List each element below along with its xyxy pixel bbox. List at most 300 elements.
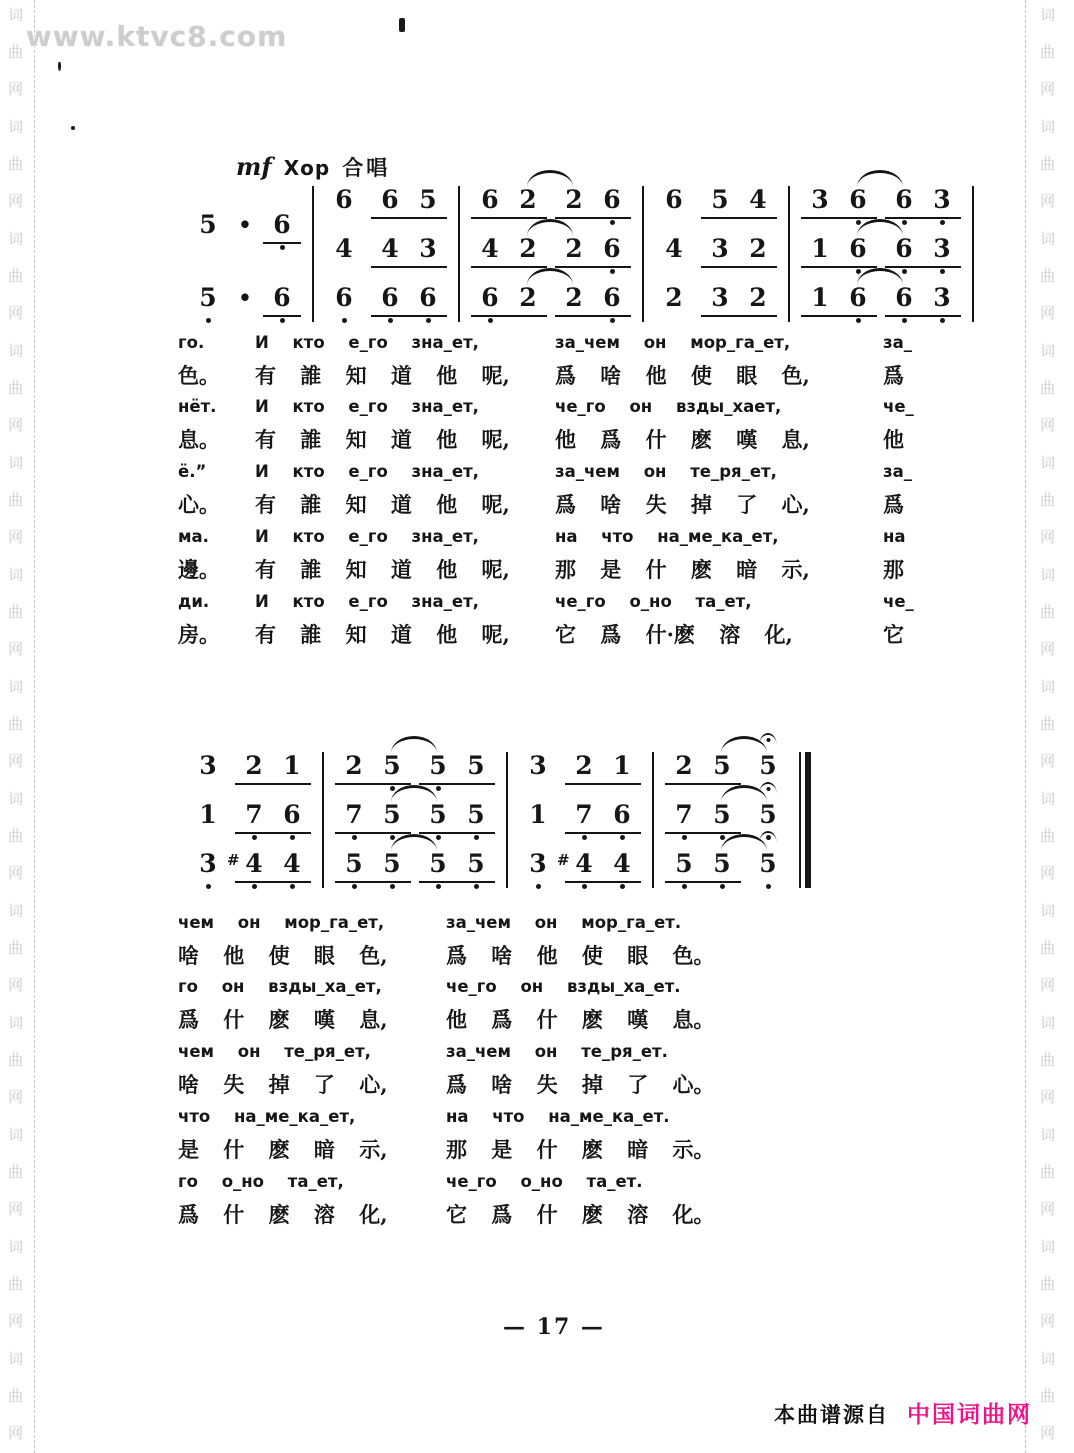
- side-watermark-char: 词: [8, 1350, 24, 1368]
- lyric-segment: че_го о_но та_ет,: [555, 591, 752, 611]
- note: [665, 801, 703, 828]
- measure: [795, 186, 967, 333]
- note-digit: 5: [759, 800, 777, 829]
- note: [189, 801, 227, 828]
- note-digit: 4: [749, 185, 767, 214]
- side-watermark-char: 词: [1040, 566, 1056, 584]
- lyric-segment: И кто е_го зна_ет,: [255, 332, 479, 352]
- low-octave-dot: [582, 884, 587, 889]
- side-watermark-char: 曲: [1040, 267, 1056, 285]
- voice-row-1: [187, 211, 303, 260]
- chorus-label-chinese: 合唱: [342, 155, 391, 180]
- beam-group: [227, 849, 311, 883]
- lyric-segment: чем он мор_га_ет,: [178, 912, 385, 932]
- note-digit: 6: [335, 283, 353, 312]
- measure: [649, 186, 783, 333]
- note-digit: 6: [665, 185, 683, 214]
- lyric-segment: 他 爲 什 麽 嘆 息,: [555, 427, 810, 453]
- lyric-segment: 爲: [883, 362, 904, 388]
- note: [557, 849, 603, 878]
- note-digit: 5: [429, 751, 447, 780]
- low-octave-dot: [436, 835, 441, 840]
- side-watermark-char: 词: [1040, 678, 1056, 696]
- side-watermark-char: 词: [8, 1014, 24, 1032]
- lyric-row-ru: [178, 520, 923, 552]
- note: [227, 849, 273, 878]
- side-watermark-char: 曲: [8, 491, 24, 509]
- note: [749, 752, 787, 779]
- lyric-row-zh: [178, 488, 923, 520]
- note-digit: 6: [273, 210, 291, 239]
- low-octave-dot: [474, 884, 479, 889]
- note: [739, 284, 777, 311]
- note: [555, 235, 593, 262]
- note: [189, 284, 227, 311]
- lyric-segment: ди.: [178, 591, 210, 611]
- beam-group: [419, 752, 495, 785]
- low-octave-dot: [856, 269, 861, 274]
- lyric-row-ru: [178, 971, 748, 1003]
- side-watermark-char: 曲: [8, 1275, 24, 1293]
- note: [189, 850, 227, 877]
- note: [593, 186, 631, 213]
- lyric-segment: 色。: [178, 362, 220, 388]
- note: [923, 284, 961, 311]
- side-watermark-char: 网: [8, 1312, 24, 1330]
- beam-group: [371, 284, 447, 317]
- note-digit: 5: [429, 800, 447, 829]
- note-digit: •: [238, 212, 252, 237]
- note: [335, 850, 373, 877]
- side-watermark-char: 曲: [1040, 1387, 1056, 1405]
- side-watermark-char: 曲: [8, 827, 24, 845]
- side-watermark-char: 网: [8, 640, 24, 658]
- side-watermark-char: 词: [1040, 230, 1056, 248]
- note: [273, 801, 311, 828]
- measure: [465, 186, 637, 333]
- voice-row-3: [187, 850, 313, 899]
- side-watermark-char: 网: [8, 1424, 24, 1442]
- note: [801, 284, 839, 311]
- note-digit: 6: [283, 800, 301, 829]
- measure: [659, 752, 793, 899]
- side-watermark-char: 曲: [1040, 603, 1056, 621]
- beam-group: [665, 850, 741, 883]
- note-digit: 5: [199, 210, 217, 239]
- note-digit: 6: [603, 283, 621, 312]
- low-octave-dot: [252, 884, 257, 889]
- side-watermark-char: 网: [8, 528, 24, 546]
- note-digit: 6: [381, 185, 399, 214]
- lyric-segment: на что на_ме_ка_ет.: [446, 1107, 670, 1127]
- lyric-row-zh: [178, 358, 923, 390]
- note: [593, 284, 631, 311]
- note-digit: 4: [245, 849, 263, 878]
- low-octave-dot: [426, 318, 431, 323]
- side-watermark-char: 网: [8, 416, 24, 434]
- note: [409, 186, 447, 213]
- lyric-segment: 它 爲 什 麽 溶 化。: [446, 1201, 715, 1227]
- low-octave-dot: [436, 884, 441, 889]
- note: [701, 284, 739, 311]
- lyric-segment: 有 誰 知 道 他 呢,: [255, 427, 510, 453]
- augmentation-dot: [235, 284, 255, 311]
- note-digit: 5: [713, 800, 731, 829]
- beam-group: [801, 235, 877, 268]
- side-watermark-char: 曲: [8, 715, 24, 733]
- lyric-segment: 息。: [178, 427, 220, 453]
- beam-group: [235, 752, 311, 785]
- note: [325, 186, 363, 213]
- note: [273, 752, 311, 779]
- lyric-row-ru: [178, 326, 923, 358]
- lyric-segment: го.: [178, 332, 205, 352]
- note-digit: 1: [811, 234, 829, 263]
- lyric-row-zh: [178, 1068, 748, 1100]
- source-attribution: [774, 1396, 1032, 1429]
- note: [565, 801, 603, 828]
- lyric-segment: 那 是 什 麽 暗 示,: [555, 556, 810, 582]
- low-octave-dot: [940, 269, 945, 274]
- beam-group: [419, 850, 495, 883]
- low-octave-dot: [390, 884, 395, 889]
- voice-row-2: [323, 235, 449, 284]
- chorus-heading: [236, 152, 390, 182]
- side-watermark-char: 网: [8, 752, 24, 770]
- note-digit: 6: [273, 283, 291, 312]
- note-digit: 3: [811, 185, 829, 214]
- side-watermark-char: 网: [1040, 1312, 1056, 1330]
- side-watermark-char: 词: [8, 902, 24, 920]
- side-watermark-char: 词: [8, 6, 24, 24]
- augmentation-dot: [235, 211, 255, 238]
- voice-row-3: [517, 850, 643, 899]
- side-watermark-char: 网: [8, 1088, 24, 1106]
- side-watermark-char: 词: [1040, 902, 1056, 920]
- note: [419, 850, 457, 877]
- lyric-row-ru: [178, 391, 923, 423]
- low-octave-dot: [856, 318, 861, 323]
- lyric-row-zh: [178, 1003, 748, 1035]
- note-digit: 2: [245, 751, 263, 780]
- note-digit: 7: [575, 800, 593, 829]
- note-digit: 6: [849, 185, 867, 214]
- low-octave-dot: [290, 884, 295, 889]
- lyric-row-ru: [178, 1100, 748, 1132]
- beam-group: [235, 801, 311, 834]
- note: [471, 186, 509, 213]
- note-digit: 3: [933, 283, 951, 312]
- side-watermark-char: 网: [1040, 864, 1056, 882]
- lyric-segment: 有 誰 知 道 他 呢,: [255, 362, 510, 388]
- side-watermark-char: 词: [8, 118, 24, 136]
- note: [519, 850, 557, 877]
- chorus-label-russian: Хор: [283, 156, 331, 180]
- note-digit: 1: [283, 751, 301, 780]
- lyric-segment: 爲: [883, 492, 904, 518]
- barline: [506, 752, 508, 888]
- note-digit: 6: [603, 234, 621, 263]
- note: [371, 186, 409, 213]
- beam-group: [701, 186, 777, 219]
- side-watermark-char: 词: [1040, 1014, 1056, 1032]
- side-watermark-char: 网: [1040, 976, 1056, 994]
- side-watermark-char: 曲: [1040, 1051, 1056, 1069]
- note-digit: 5: [713, 849, 731, 878]
- note: [885, 284, 923, 311]
- note-digit: 2: [519, 234, 537, 263]
- note-digit: 5: [759, 849, 777, 878]
- note-digit: 2: [575, 751, 593, 780]
- note-digit: 4: [381, 234, 399, 263]
- note: [235, 801, 273, 828]
- note: [603, 752, 641, 779]
- lyric-segment: го он взды_ха_ет,: [178, 977, 382, 997]
- voice-row-1: [187, 752, 313, 801]
- lyric-segment: И кто е_го зна_ет,: [255, 462, 479, 482]
- low-octave-dot: [252, 835, 257, 840]
- beam-group: [263, 211, 301, 244]
- dynamic-marking: mf: [236, 152, 272, 181]
- low-octave-dot: [682, 884, 687, 889]
- note-digit: 6: [895, 185, 913, 214]
- lyric-segment: И кто е_го зна_ет,: [255, 527, 479, 547]
- voice-row-1: [653, 186, 779, 235]
- note: [371, 235, 409, 262]
- low-octave-dot: [720, 884, 725, 889]
- lyric-segment: ма.: [178, 527, 209, 547]
- side-watermark-char: 网: [1040, 752, 1056, 770]
- note-digit: 4: [481, 234, 499, 263]
- beam-group: [801, 284, 877, 317]
- low-octave-dot: [610, 269, 615, 274]
- side-watermark-char: 词: [8, 678, 24, 696]
- side-watermark-char: 词: [1040, 790, 1056, 808]
- measure: [329, 752, 501, 899]
- low-octave-dot: [280, 245, 285, 250]
- note: [509, 186, 547, 213]
- lyric-segment: нёт.: [178, 397, 217, 417]
- lyric-segment: че_го о_но та_ет.: [446, 1171, 643, 1191]
- side-watermark-char: 曲: [8, 379, 24, 397]
- note: [335, 752, 373, 779]
- pickup-measure: [183, 186, 307, 333]
- note-digit: 2: [665, 283, 683, 312]
- beam-group: [419, 801, 495, 834]
- beam-group: [885, 186, 961, 219]
- note: [419, 801, 457, 828]
- note-digit: 6: [481, 185, 499, 214]
- lyric-segment: за_: [883, 462, 912, 482]
- side-watermark-char: 网: [1040, 192, 1056, 210]
- note: [655, 186, 693, 213]
- side-watermark-char: 词: [1040, 6, 1056, 24]
- lyric-segment: 那 是 什 麽 暗 示。: [446, 1136, 715, 1162]
- ink-mark: [71, 126, 75, 130]
- note: [409, 284, 447, 311]
- note-digit: 4: [335, 234, 353, 263]
- lyric-segment: на: [883, 527, 906, 547]
- note: [839, 284, 877, 311]
- low-octave-dot: [388, 318, 393, 323]
- barline: [642, 186, 644, 322]
- low-octave-dot: [206, 884, 211, 889]
- note-digit: 3: [711, 283, 729, 312]
- low-octave-dot: [620, 884, 625, 889]
- note-digit: 2: [565, 283, 583, 312]
- site-watermark: www.ktvc8.com: [26, 20, 288, 53]
- note-digit: 6: [895, 283, 913, 312]
- sharp-accidental: #: [227, 851, 240, 869]
- beam-group: [555, 235, 631, 268]
- beam-group: [471, 186, 547, 219]
- note-digit: 5: [199, 283, 217, 312]
- low-octave-dot: [610, 318, 615, 323]
- lyric-segment: чем он те_ря_ет,: [178, 1042, 371, 1062]
- lyric-segment: 爲 啥 他 使 眼 色,: [555, 362, 810, 388]
- lyrics-block-1: [178, 326, 923, 650]
- note-digit: 3: [933, 185, 951, 214]
- side-watermark-char: 词: [1040, 342, 1056, 360]
- beam-group: [555, 186, 631, 219]
- note: [703, 850, 741, 877]
- lyric-row-ru: [178, 585, 923, 617]
- right-watermark-column: [1025, 0, 1066, 1453]
- low-octave-dot: [902, 318, 907, 323]
- score-system-2: [183, 752, 811, 899]
- lyric-segment: 爲 啥 他 使 眼 色。: [446, 942, 715, 968]
- note-digit: 6: [603, 185, 621, 214]
- note-digit: 5: [467, 751, 485, 780]
- side-watermark-char: 词: [1040, 1350, 1056, 1368]
- lyric-segment: 邊。: [178, 556, 220, 582]
- side-watermark-char: 词: [8, 454, 24, 472]
- side-watermark-char: 网: [1040, 1424, 1056, 1442]
- note-digit: 5: [383, 751, 401, 780]
- beam-group: [885, 235, 961, 268]
- beam-group: [701, 235, 777, 268]
- side-watermark-char: 词: [8, 1238, 24, 1256]
- side-watermark-char: 网: [8, 1200, 24, 1218]
- low-octave-dot: [352, 884, 357, 889]
- ink-mark: [399, 18, 405, 32]
- note: [509, 235, 547, 262]
- note-digit: 2: [345, 751, 363, 780]
- note: [665, 752, 703, 779]
- note-digit: 3: [529, 751, 547, 780]
- side-watermark-char: 词: [8, 790, 24, 808]
- source-prefix: 本曲谱源自: [774, 1402, 889, 1427]
- voice-row-3: [333, 850, 497, 899]
- note-digit: •: [238, 285, 252, 310]
- note: [555, 284, 593, 311]
- note-digit: 2: [749, 234, 767, 263]
- beam-group: [557, 849, 641, 883]
- note-digit: 2: [519, 283, 537, 312]
- voice-row-2: [187, 801, 313, 850]
- low-octave-dot: [206, 318, 211, 323]
- barline: [322, 752, 324, 888]
- lyric-segment: за_чем он мор_га_ет,: [555, 332, 791, 352]
- voice-row-1: [323, 186, 449, 235]
- note: [509, 284, 547, 311]
- voice-row-1: [517, 752, 643, 801]
- side-watermark-char: 词: [8, 230, 24, 248]
- note: [419, 752, 457, 779]
- note-digit: 5: [467, 849, 485, 878]
- note-digit: 6: [895, 234, 913, 263]
- note-digit: 2: [519, 185, 537, 214]
- lyric-segment: ё.”: [178, 462, 207, 482]
- final-barline: [799, 752, 811, 888]
- note-digit: 5: [383, 800, 401, 829]
- beam-group: [335, 801, 411, 834]
- lyric-row-zh: [178, 938, 748, 970]
- side-watermark-char: 曲: [1040, 155, 1056, 173]
- beam-group: [263, 284, 301, 317]
- note-digit: 3: [711, 234, 729, 263]
- lyric-segment: 有 誰 知 道 他 呢,: [255, 492, 510, 518]
- lyric-segment: на что на_ме_ка_ет,: [555, 527, 779, 547]
- note-digit: 3: [529, 849, 547, 878]
- note: [665, 850, 703, 877]
- side-watermark-char: 词: [1040, 118, 1056, 136]
- note-digit: 5: [759, 751, 777, 780]
- note-digit: 7: [675, 800, 693, 829]
- final-barline-thin: [799, 752, 801, 888]
- beam-group: [335, 752, 411, 785]
- lyric-segment: И кто е_го зна_ет,: [255, 397, 479, 417]
- lyric-segment: 有 誰 知 道 他 呢,: [255, 621, 510, 647]
- note: [325, 235, 363, 262]
- lyric-segment: 爲 什 麽 嘆 息,: [178, 1007, 388, 1033]
- note-digit: 6: [849, 234, 867, 263]
- side-watermark-char: 曲: [8, 1163, 24, 1181]
- low-octave-dot: [902, 269, 907, 274]
- note: [655, 235, 693, 262]
- note-digit: 2: [565, 185, 583, 214]
- note: [189, 211, 227, 238]
- note: [839, 186, 877, 213]
- note-digit: 7: [245, 800, 263, 829]
- note-digit: 4: [283, 849, 301, 878]
- note: [839, 235, 877, 262]
- note-digit: 5: [419, 185, 437, 214]
- note-digit: 5: [467, 800, 485, 829]
- source-site-link[interactable]: 中国词曲网: [907, 1401, 1032, 1428]
- note: [701, 235, 739, 262]
- beam-group: [565, 801, 641, 834]
- note: [263, 211, 301, 238]
- note: [325, 284, 363, 311]
- beam-group: [665, 801, 741, 834]
- measure: [319, 186, 453, 333]
- note: [923, 235, 961, 262]
- note: [749, 850, 787, 877]
- lyric-segment: за_чем он мор_га_ет.: [446, 912, 682, 932]
- note-digit: 1: [199, 800, 217, 829]
- side-watermark-char: 词: [8, 342, 24, 360]
- lyric-segment: 那: [883, 556, 904, 582]
- lyric-segment: 有 誰 知 道 他 呢,: [255, 556, 510, 582]
- note-digit: 3: [933, 234, 951, 263]
- ink-mark: [58, 62, 61, 71]
- lyric-segment: 心。: [178, 492, 220, 518]
- note-digit: 2: [749, 283, 767, 312]
- note-digit: 5: [383, 849, 401, 878]
- barline: [312, 186, 314, 322]
- low-octave-dot: [940, 220, 945, 225]
